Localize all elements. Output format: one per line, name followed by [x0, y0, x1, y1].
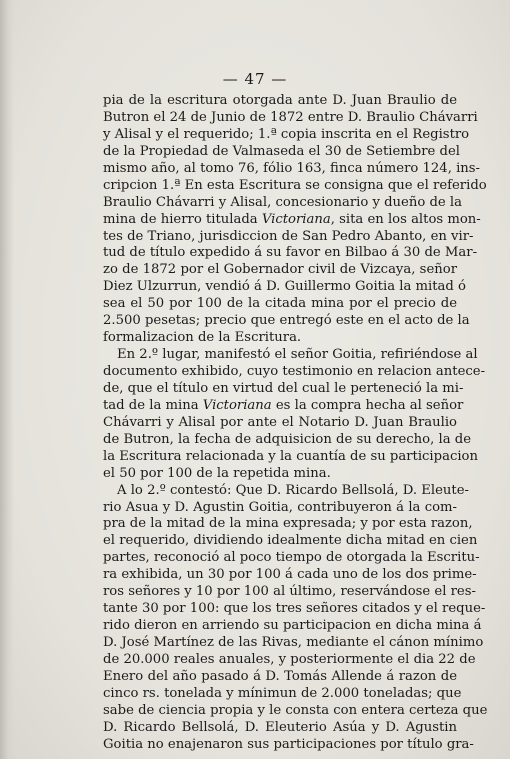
text-line: En 2.º lugar, manifestó el señor Goitia, refiriéndose al	[117, 347, 478, 363]
text-line: y Alisal y el requerido; 1.ª copia inscrita en el Registro	[103, 126, 470, 142]
text-line: Enero del año pasado á D. Tomás Allende á razon de	[103, 668, 457, 684]
text-line: sabe de ciencia propia y le consta con entera certeza que	[103, 702, 488, 718]
text-line: de, que el título en virtud del cual le perteneció la mi-	[103, 380, 464, 396]
text-line: A lo 2.º contestó: Que D. Ricardo Bellsolá, D. Eleute-	[117, 482, 469, 498]
text-line: cripcion 1.ª En esta Escritura se consigna que el referido	[103, 177, 487, 193]
text-line: formalizacion de la Escritura.	[103, 330, 302, 346]
text-line: D. José Martínez de las Rivas, mediante el cánon mínimo	[103, 635, 484, 650]
text-line: Butron el 24 de Junio de 1872 entre D. Braulio Chávarri	[103, 109, 478, 125]
text-line: documento exhibido, cuyo testimonio en relacion antece-	[103, 364, 486, 379]
page-number: — 47 —	[222, 70, 288, 88]
text-line: 2.500 pesetas; precio que entregó este en el acto de la	[103, 313, 470, 329]
text-line: ros señores y 10 por 100 al último, reservándose el res-	[103, 584, 476, 600]
text-line: partes, reconoció al poco tiempo de otorgada la Escritu-	[103, 550, 480, 566]
text-line: D. Ricardo Bellsolá, D. Eleuterio Asúa y D. Agustin	[103, 719, 457, 735]
text-line: tad de la mina Victoriana es la compra hecha al señor	[103, 397, 464, 413]
text-line: de Butron, la fecha de adquisicion de su derecho, la de	[103, 431, 472, 447]
text-line: tes de Triano, jurisdiccion de San Pedro Abanto, en vir-	[103, 228, 474, 244]
binding-shadow	[0, 0, 14, 759]
text-line: zo de 1872 por el Gobernador civil de Vizcaya, señor	[103, 262, 457, 278]
text-line: mismo año, al tomo 76, fólio 163, finca número 124, ins-	[103, 160, 481, 176]
text-line: pra de la mitad de la mina expresada; y por esta razon,	[103, 516, 473, 532]
text-line: de la Propiedad de Valmaseda el 30 de Setiembre del	[103, 143, 460, 159]
text-line: la Escritura relacionada y la cuantía de su participacion	[103, 448, 478, 464]
text-line: Diez Ulzurrun, vendió á D. Guillermo Goitia la mitad ó	[103, 279, 466, 295]
text-line: pia de la escritura otorgada ante D. Juan Braulio de	[103, 93, 457, 108]
text-line: de 20.000 reales anuales, y posteriormente el dia 22 de	[103, 651, 476, 667]
text-line: Chávarri y Alisal por ante el Notario D. Juan Braulio	[103, 414, 457, 430]
text-line: rido dieron en arriendo su participacion en dicha mina á	[103, 618, 482, 634]
text-line: Braulio Chávarri y Alisal, concesionario y dueño de la	[103, 194, 462, 210]
text-line: Goitia no enajenaron sus participaciones por título gra-	[103, 736, 474, 752]
text-line: el requerido, dividiendo idealmente dicha mitad en cien	[103, 533, 478, 549]
text-line: tud de título expedido á su favor en Bilbao á 30 de Mar-	[103, 245, 478, 261]
text-line: cinco rs. tonelada y mínimun de 2.000 toneladas; que	[103, 685, 462, 701]
text-line: ra exhibida, un 30 por 100 á cada uno de los dos prime-	[103, 567, 477, 583]
text-line: tante 30 por 100: que los tres señores citados y el reque-	[103, 601, 486, 617]
text-line: mina de hierro titulada Victoriana, sita en los altos mon-	[103, 211, 481, 227]
text-line: rio Asua y D. Agustin Goitia, contribuyeron á la com-	[103, 499, 457, 515]
text-line: el 50 por 100 de la repetida mina.	[103, 465, 331, 481]
text-line: sea el 50 por 100 de la citada mina por el precio de	[103, 296, 457, 312]
body-text	[103, 93, 488, 754]
